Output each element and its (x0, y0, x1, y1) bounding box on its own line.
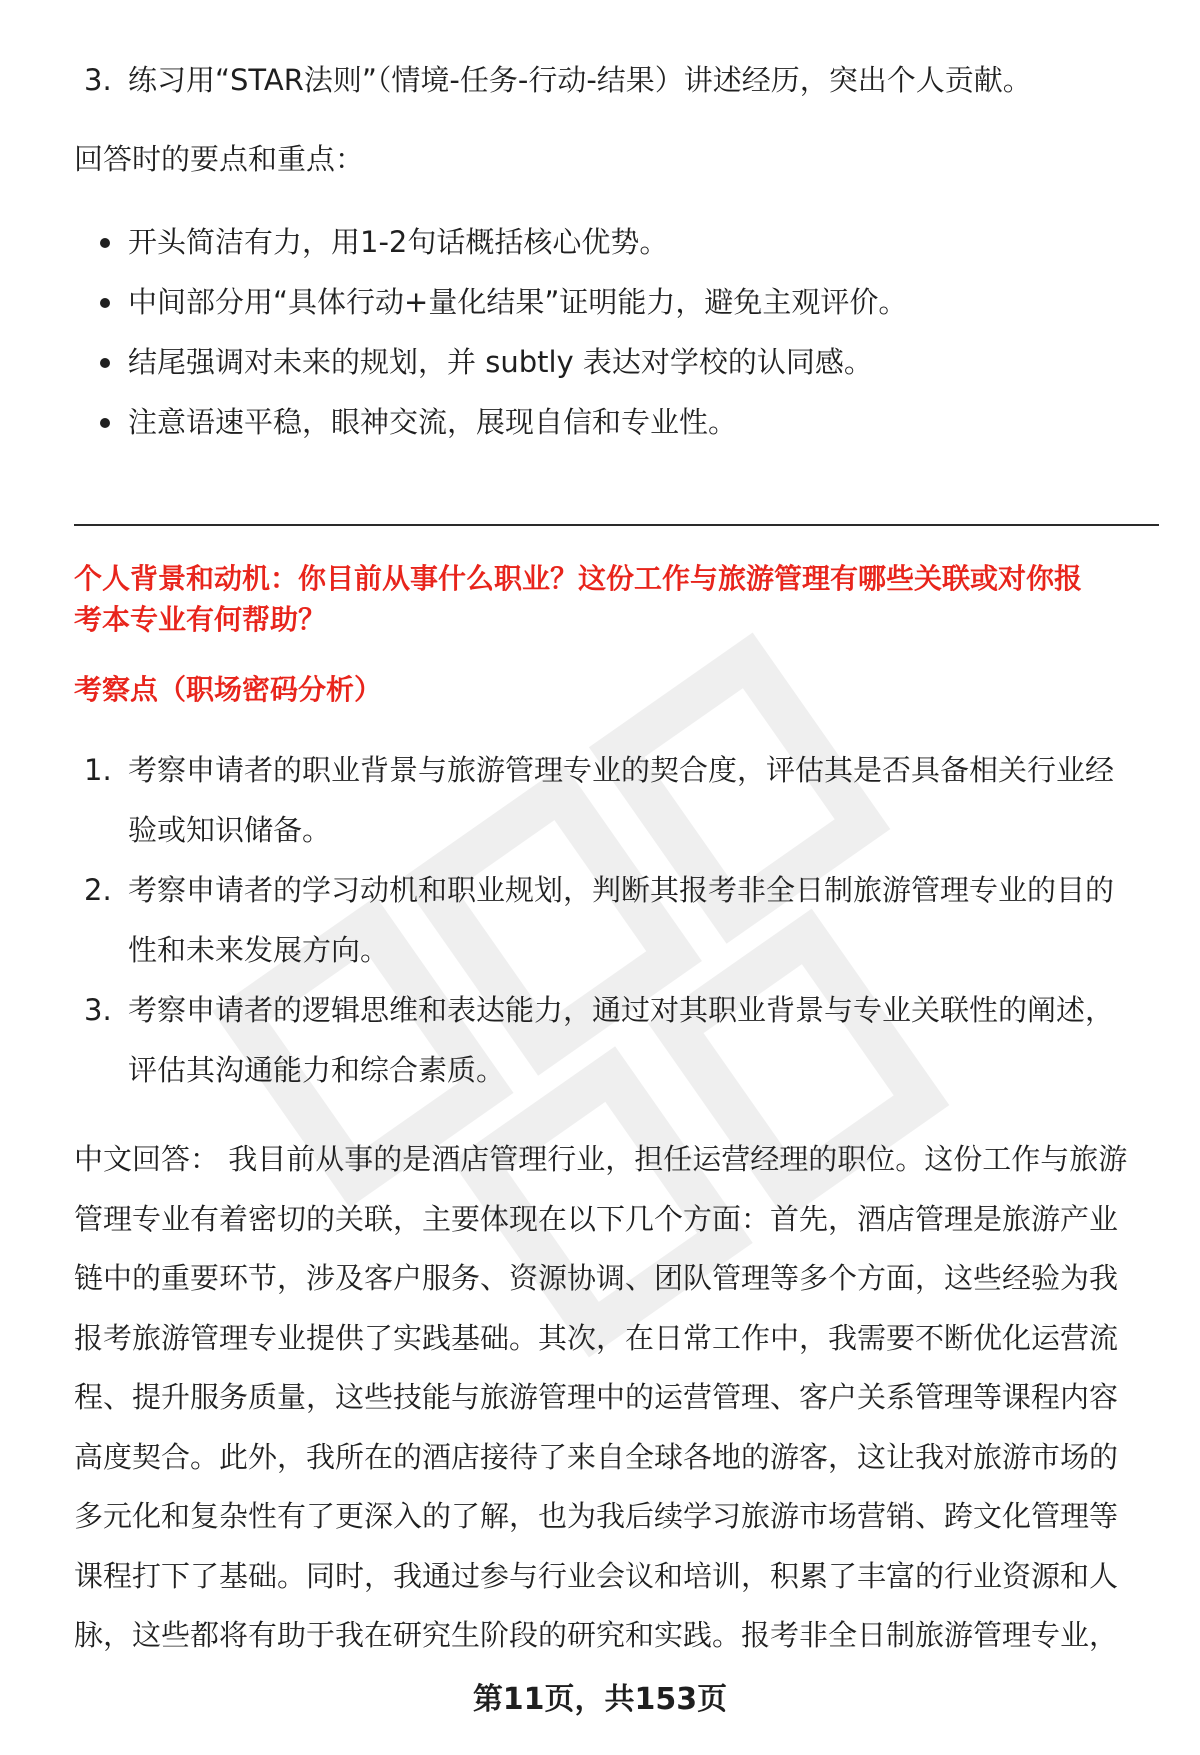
list-number: 2. (84, 873, 112, 907)
answer-line: 报考旅游管理专业提供了实践基础。其次，在日常工作中，我需要不断优化运营流 (74, 1320, 1119, 1355)
assessment-point (74, 740, 1174, 860)
list-item-text: 练习用“STAR法则”（情境-任务-行动-结果）讲述经历，突出个人贡献。 (128, 63, 1032, 97)
prev-list-item-3 (74, 50, 1184, 110)
bullet-text: 开头简洁有力，用1-2句话概括核心优势。 (128, 225, 669, 259)
section-divider (74, 524, 1159, 526)
point-line: 考察申请者的逻辑思维和表达能力，通过对其职业背景与专业关联性的阐述， (128, 993, 1115, 1027)
assessment-point (74, 980, 1174, 1100)
answer-line: 课程打下了基础。同时，我通过参与行业会议和培训，积累了丰富的行业资源和人 (74, 1558, 1119, 1593)
point-line: 性和未来发展方向。 (128, 933, 390, 967)
chinese-answer (74, 1130, 1184, 1666)
answer-line: 高度契合。此外，我所在的酒店接待了来自全球各地的游客，这让我对旅游市场的 (74, 1439, 1119, 1474)
point-line: 评估其沟通能力和综合素质。 (128, 1053, 506, 1087)
bullet-text: 注意语速平稳，眼神交流，展现自信和专业性。 (128, 405, 738, 439)
bullet-item (74, 332, 1130, 392)
bullet-item (74, 212, 1130, 272)
question-title-line: 考本专业有何帮助？ (74, 603, 327, 636)
point-line: 验或知识储备。 (128, 813, 332, 847)
bullet-text: 结尾强调对未来的规划，并 subtly 表达对学校的认同感。 (128, 345, 873, 379)
page-number: 第11页，共153页 (472, 1682, 728, 1717)
answer-line: 中文回答： 我目前从事的是酒店管理行业，担任运营经理的职位。这份工作与旅游 (74, 1142, 1128, 1176)
answer-line: 脉，这些都将有助于我在研究生阶段的研究和实践。报考非全日制旅游管理专业， (74, 1618, 1119, 1652)
question-subheading: 考察点（职场密码分析） (74, 673, 383, 706)
list-number: 3. (84, 63, 112, 97)
assessment-points-list (74, 740, 1174, 1100)
answer-line: 管理专业有着密切的关联，主要体现在以下几个方面：首先，酒店管理是旅游产业 (74, 1201, 1119, 1236)
bullet-dot (100, 238, 110, 248)
bullet-text: 中间部分用“具体行动+量化结果”证明能力，避免主观评价。 (128, 285, 908, 319)
bullet-list (74, 212, 1130, 452)
answer-line: 多元化和复杂性有了更深入的了解，也为我后续学习旅游市场营销、跨文化管理等 (74, 1499, 1119, 1533)
answer-points-heading: 回答时的要点和重点： (74, 142, 365, 176)
bullet-dot (100, 418, 110, 428)
assessment-point (74, 860, 1174, 980)
bullet-item (74, 392, 1130, 452)
bullet-dot (100, 298, 110, 308)
point-line: 考察申请者的学习动机和职业规划，判断其报考非全日制旅游管理专业的目的 (128, 873, 1115, 907)
list-number: 3. (84, 993, 112, 1027)
point-line: 考察申请者的职业背景与旅游管理专业的契合度，评估其是否具备相关行业经 (128, 753, 1115, 787)
answer-line: 程、提升服务质量，这些技能与旅游管理中的运营管理、客户关系管理等课程内容 (74, 1380, 1119, 1414)
question-title (74, 558, 1174, 640)
list-number: 1. (84, 753, 112, 787)
bullet-dot (100, 358, 110, 368)
bullet-item (74, 272, 1130, 332)
question-title-line: 个人背景和动机：你目前从事什么职业？这份工作与旅游管理有哪些关联或对你报 (74, 562, 1083, 595)
answer-line: 链中的重要环节，涉及客户服务、资源协调、团队管理等多个方面，这些经验为我 (74, 1261, 1119, 1295)
